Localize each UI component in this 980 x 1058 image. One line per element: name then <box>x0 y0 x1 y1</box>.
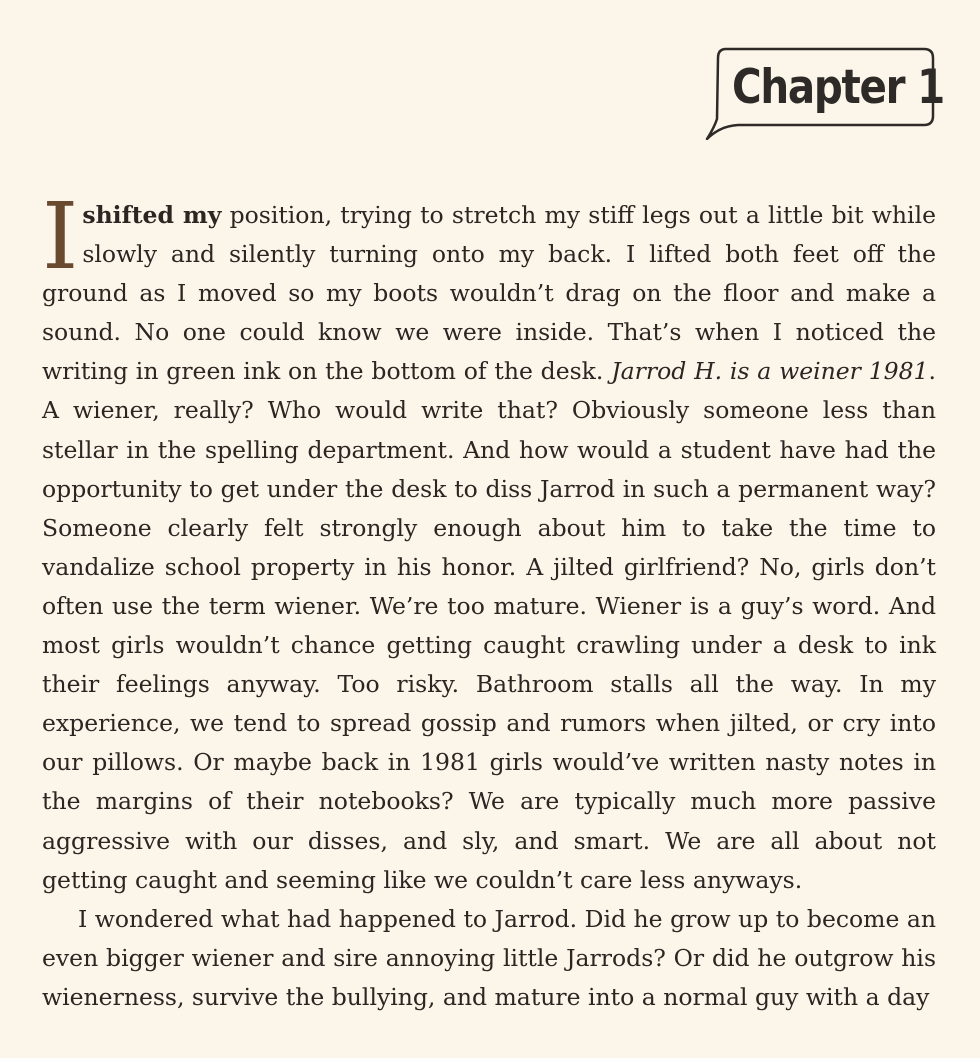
chapter-title: Chapter 1 <box>732 60 944 115</box>
drop-cap: I <box>42 183 79 290</box>
chapter-body <box>42 183 936 1017</box>
paragraph-2: I wondered what had happened to Jarrod. Did he grow up to become an even bigger wiener and sire annoying little Jarrods? Or did he outgrow his wienerness, survive the bullying, and mature into a normal guy with a day <box>42 904 936 1011</box>
paragraph-1-text-a: position, trying to stretch my stiff legs out a little bit while slowly and silently turning onto my back. I lifted both feet off the ground as I moved so my boots wouldn’t drag on the floor and make a sound. No one could know we were inside. That’s when I noticed the writing in green ink on the bottom of the desk. <box>42 201 936 386</box>
desk-inscription: Jarrod H. is a weiner 1981 <box>611 357 929 386</box>
lead-in-text: shifted my <box>82 201 222 229</box>
chapter-heading-badge <box>704 46 944 140</box>
paragraph-1 <box>42 183 936 900</box>
paragraph-1-text-b: . A wiener, really? Who would write that? Obviously someone less than stellar in the spelling department. And how would a student have had the opportunity to get under the desk to diss Jarrod in such a permanent way? Someone clearly felt strongly enough about him to take the time to vandalize school property in his honor. A jilted girlfriend? No, girls don’t often use the term wiener. We’re too mature. Wiener is a guy’s word. And most girls wouldn’t chance getting caught crawling under a desk to ink their feelings anyway. Too risky. Bathroom stalls all the way. In my experience, we tend to spread gossip and rumors when jilted, or cry into our pillows. Or maybe back in 1981 girls would’ve written nasty notes in the margins of their notebooks? We are typically much more passive aggressive with our disses, and sly, and smart. We are all about not getting caught and seeming like we couldn’t care less anyways. <box>42 357 936 894</box>
